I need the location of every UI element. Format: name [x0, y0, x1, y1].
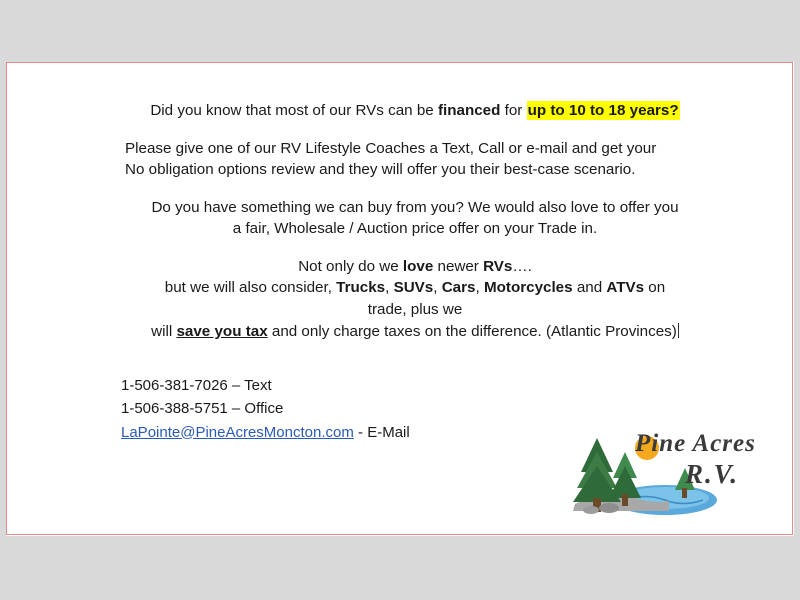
- vehicles-line-4: [125, 321, 705, 343]
- tax-prefix: will: [151, 322, 177, 340]
- vehicles-line-3: trade, plus we: [367, 301, 463, 319]
- vehicles-suffix: ….: [512, 257, 532, 275]
- phone-text-line: 1-506-381-7026 – Text: [121, 377, 272, 394]
- right-letterbox-band: [794, 62, 800, 536]
- vehicles-mid: newer: [433, 257, 484, 275]
- trade-in-line-2: a fair, Wholesale / Auction price offer on your Trade in.: [232, 220, 598, 238]
- financing-text-2: for: [500, 102, 527, 119]
- paragraph-financing-question: [125, 100, 705, 122]
- paragraph-vehicles-accepted: [125, 256, 705, 342]
- vehicle-type-atvs: ATVs: [606, 279, 645, 297]
- vehicles-consider-prefix: but we will also consider,: [164, 279, 337, 297]
- email-label: - E-Mail: [358, 423, 410, 441]
- document-body: [125, 100, 705, 362]
- vehicle-type-motorcycles: Motorcycles: [483, 279, 573, 297]
- pine-trees-lake-icon: [557, 412, 787, 522]
- vehicles-line-1: [125, 256, 705, 278]
- pine-acres-rv-logo: [557, 412, 787, 522]
- vehicles-line2-suffix: on: [644, 279, 666, 297]
- phone-office-line: 1-506-388-5751 – Office: [121, 400, 284, 418]
- logo-name-line-1: Pine Acres: [635, 430, 756, 457]
- tax-suffix: and only charge taxes on the difference. (Atlantic Provinces): [267, 322, 677, 340]
- contact-block: [121, 374, 410, 444]
- vehicles-rvs: RVs: [483, 257, 513, 275]
- financing-text-1: Did you know that most of our RVs can be: [150, 102, 438, 119]
- vehicle-type-suvs: SUVs: [393, 279, 434, 297]
- tax-savings-underlined: save you tax: [176, 322, 268, 340]
- document-sheet: [37, 64, 762, 534]
- coaches-line-2: No obligation options review and they will offer you their best-case scenario.: [125, 161, 636, 179]
- vehicles-love: love: [402, 257, 434, 275]
- vehicles-line-2: but we will also consider, Trucks, SUVs, Cars, Motorcycles and ATVs on: [164, 279, 666, 297]
- vehicles-prefix: Not only do we: [298, 257, 403, 275]
- financing-bold-financed: financed: [437, 102, 501, 119]
- vehicle-type-cars: Cars: [441, 279, 476, 297]
- email-line: [121, 421, 410, 444]
- top-letterbox-band: [0, 0, 800, 62]
- trade-in-line-1: Do you have something we can buy from you? We would also love to offer you: [151, 198, 679, 216]
- text-cursor: [678, 323, 679, 338]
- financing-highlight-years: up to 10 to 18 years?: [527, 102, 679, 119]
- document-frame: [6, 62, 793, 535]
- logo-name-line-2: R.V.: [685, 459, 740, 489]
- vehicles-and: and: [572, 279, 607, 297]
- paragraph-coaches-contact: [125, 138, 705, 181]
- vehicle-type-trucks: Trucks: [336, 279, 386, 297]
- paragraph-trade-in-offer: [125, 197, 705, 240]
- coaches-line-1: Please give one of our RV Lifestyle Coaches a Text, Call or e-mail and get your: [125, 139, 657, 157]
- email-link[interactable]: LaPointe@PineAcresMoncton.com: [121, 423, 354, 441]
- bottom-letterbox-band: [0, 536, 800, 600]
